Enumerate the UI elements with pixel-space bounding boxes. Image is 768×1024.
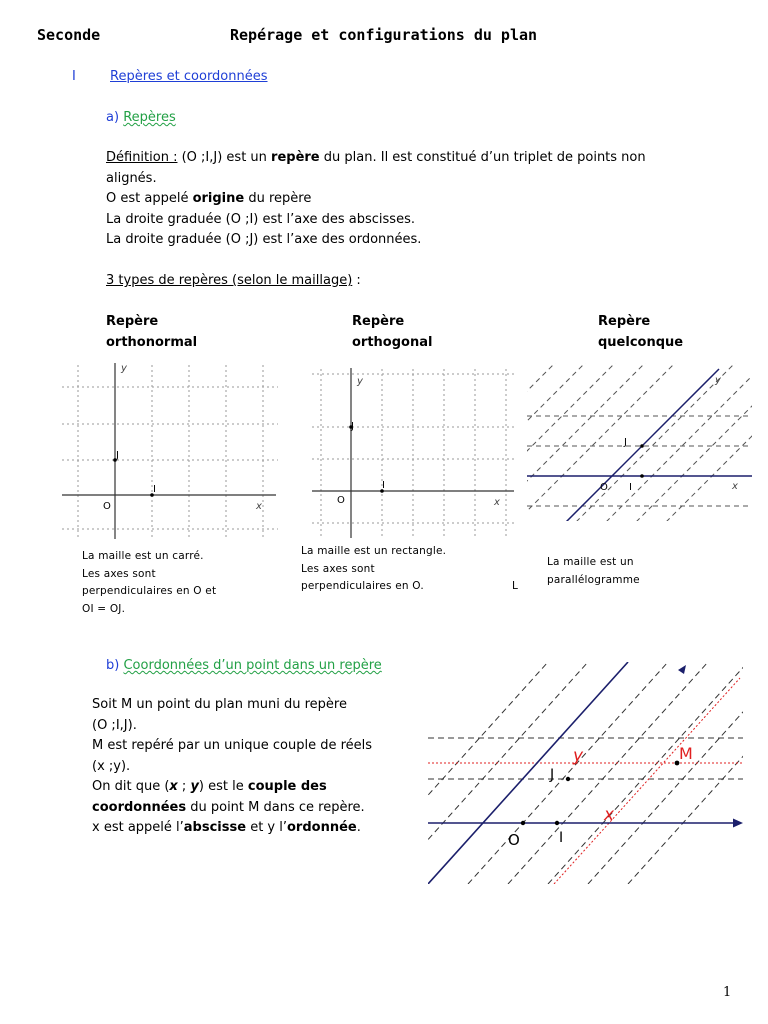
point-O bbox=[521, 821, 525, 825]
x-coordinate-label: x bbox=[604, 805, 615, 825]
grid-parallelograms bbox=[527, 363, 752, 521]
frame-title-orthogonal: Repère orthogonal bbox=[352, 314, 433, 350]
grid-rectangles bbox=[312, 369, 516, 538]
subsection-a-label: a) bbox=[106, 110, 120, 125]
stray-letter-L: L bbox=[512, 580, 519, 592]
caption-orthogonal: La maille est un rectangle. Les axes sont perpendiculaires en O. bbox=[301, 545, 447, 592]
red-parallel-y bbox=[554, 678, 740, 884]
grid-squares bbox=[62, 365, 278, 539]
x-label: x bbox=[494, 497, 500, 508]
x-label: x bbox=[732, 481, 738, 492]
subsection-b-title-link[interactable]: Coordonnées d’un point dans un repère bbox=[123, 658, 382, 673]
definition-line-5: La droite graduée (O ;J) est l’axe des ordonnées. bbox=[106, 232, 422, 247]
y-axis-arrow bbox=[678, 665, 686, 674]
J-label: J bbox=[550, 767, 555, 783]
definition-line-3: O est appelé origine du repère bbox=[106, 191, 312, 206]
subsection-a-title-link[interactable]: Repères bbox=[123, 110, 176, 125]
point-J bbox=[566, 777, 570, 781]
I-label: I bbox=[382, 480, 385, 491]
y-axis bbox=[428, 662, 628, 884]
definition-block bbox=[106, 148, 746, 251]
definition-label: Définition : bbox=[106, 150, 178, 165]
y-label: y bbox=[715, 375, 721, 386]
definition-line-1: Définition : (O ;I,J) est un repère du plan. Il est constitué d’un triplet de points non bbox=[106, 150, 646, 165]
coordinates-text: Soit M un point du plan muni du repère (O ;I,J). M est repéré par un unique couple de réels (x ;y). On dit que (x ; y) est le couple des coordonnées du point M dans ce repère. x est appelé l’abscisse et y l’ordonnée. bbox=[92, 697, 373, 835]
I-label: I bbox=[559, 830, 564, 846]
y-label: y bbox=[357, 376, 363, 387]
graph-orthogonal bbox=[308, 364, 520, 542]
definition-line-4: La droite graduée (O ;I) est l’axe des abscisses. bbox=[106, 211, 415, 227]
page-number: 1 bbox=[723, 985, 732, 1000]
point-J bbox=[640, 444, 644, 448]
O-label: O bbox=[508, 831, 520, 849]
header-left: Seconde bbox=[37, 26, 101, 44]
O-label: O bbox=[337, 495, 345, 506]
term-repere: repère bbox=[271, 150, 320, 165]
frame-title-quelconque: Repère quelconque bbox=[598, 314, 684, 350]
point-I bbox=[640, 474, 644, 478]
caption-orthonormal: La maille est un carré. Les axes sont perpendiculaires en O et OI = OJ. bbox=[82, 550, 217, 615]
types-heading: 3 types de repères (selon le maillage) : bbox=[106, 273, 361, 288]
point-I bbox=[555, 821, 559, 825]
I-label: I bbox=[629, 482, 632, 493]
O-label: O bbox=[103, 501, 111, 512]
page-title: Repérage et configurations du plan bbox=[230, 26, 538, 44]
frame-title-orthonormal: Repère orthonormal bbox=[106, 314, 198, 350]
section-title-link[interactable]: Repères et coordonnées bbox=[110, 69, 268, 84]
caption-quelconque: La maille est un parallélogramme bbox=[547, 556, 640, 586]
subsection-b-label: b) bbox=[106, 658, 120, 673]
x-label: x bbox=[256, 501, 262, 512]
y-coordinate-label: y bbox=[573, 746, 584, 766]
O-label: O bbox=[600, 482, 608, 493]
subsection-b bbox=[106, 656, 382, 677]
definition-line-2: alignés. bbox=[106, 170, 157, 186]
y-axis bbox=[547, 369, 719, 521]
term-origine: origine bbox=[192, 191, 245, 206]
y-label: y bbox=[121, 363, 127, 374]
section-number: I bbox=[72, 69, 76, 84]
J-label: J bbox=[624, 437, 627, 448]
subsection-a bbox=[106, 108, 176, 129]
I-label: I bbox=[153, 484, 156, 495]
J-label: J bbox=[116, 450, 119, 461]
grid-parallelograms bbox=[428, 662, 743, 884]
M-label: M bbox=[679, 744, 693, 763]
graph-coordinates-M bbox=[428, 662, 743, 884]
J-label: J bbox=[351, 421, 354, 432]
graph-orthonormal bbox=[58, 357, 282, 543]
x-axis-arrow bbox=[733, 819, 743, 828]
graph-quelconque bbox=[527, 363, 752, 521]
